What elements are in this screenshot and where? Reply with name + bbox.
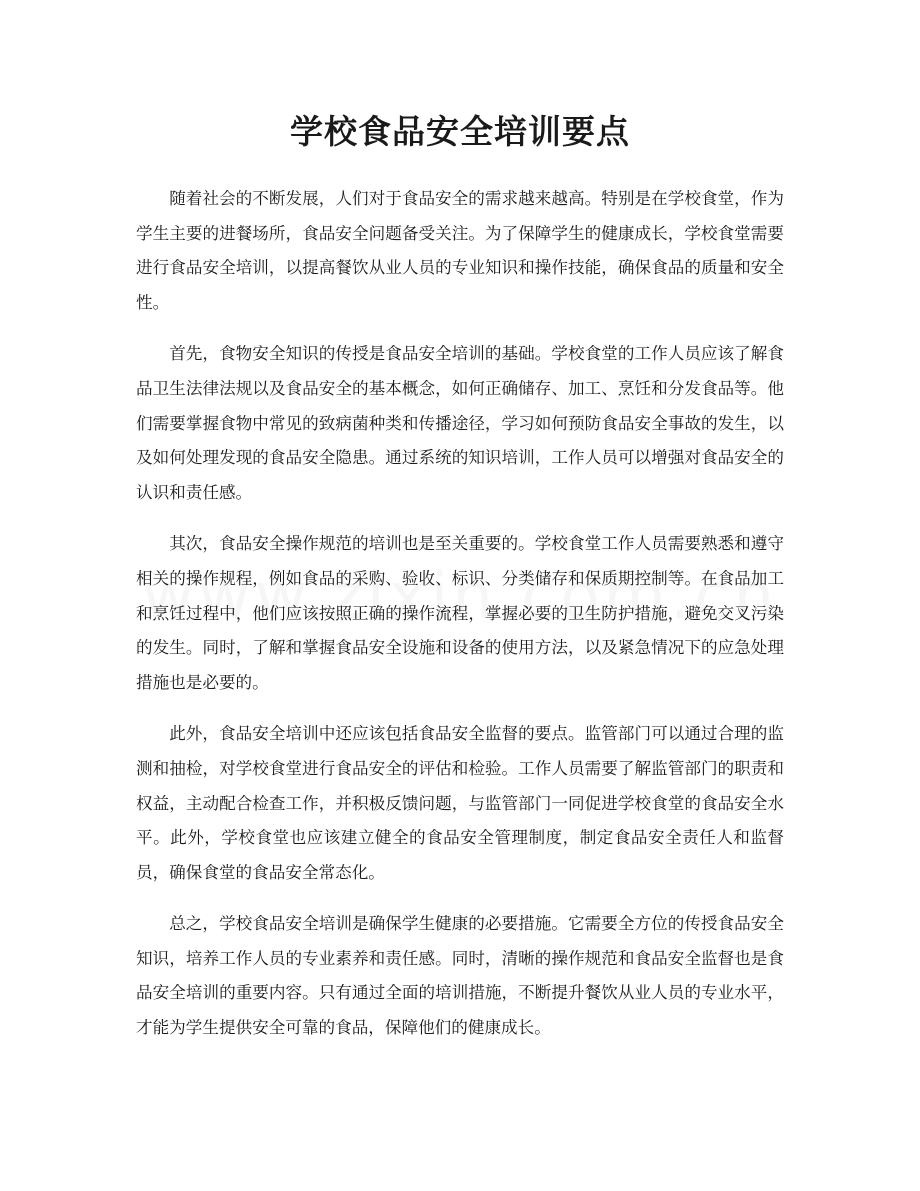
paragraph-knowledge: 首先，食物安全知识的传授是食品安全培训的基础。学校食堂的工作人员应该了解食品卫生法律法规以及食品安全的基本概念，如何正确储存、加工、烹饪和分发食品等。他们需要掌握食物中常见的致病菌种类和传播途径，学习如何预防食品安全事故的发生，以及如何处理发现的食品安全隐患。通过系统的知识培训，工作人员可以增强对食品安全的认识和责任感。 [136,344,784,502]
paragraph-intro: 随着社会的不断发展，人们对于食品安全的需求越来越高。特别是在学校食堂，作为学生主要的进餐场所，食品安全问题备受关注。为了保障学生的健康成长，学校食堂需要进行食品安全培训，以提高餐饮从业人员的专业知识和操作技能，确保食品的质量和安全性。 [136,189,784,312]
document-body [136,182,784,1063]
paragraph-conclusion: 总之，学校食品安全培训是确保学生健康的必要措施。它需要全方位的传授食品安全知识，培养工作人员的专业素养和责任感。同时，清晰的操作规范和食品安全监督也是食品安全培训的重要内容。只有通过全面的培训措施，不断提升餐饮从业人员的专业水平，才能为学生提供安全可靠的食品，保障他们的健康成长。 [136,914,784,1038]
paragraph-supervision: 此外，食品安全培训中还应该包括食品安全监督的要点。监管部门可以通过合理的监测和抽检，对学校食堂进行食品安全的评估和检验。工作人员需要了解监管部门的职责和权益，主动配合检查工作，并积极反馈问题，与监管部门一同促进学校食堂的食品安全水平。此外，学校食堂也应该建立健全的食品安全管理制度，制定食品安全责任人和监督员，确保食堂的食品安全常态化。 [136,724,784,882]
document-title: 学校食品安全培训要点 [290,112,630,151]
paragraph-operation: 其次，食品安全操作规范的培训也是至关重要的。学校食堂工作人员需要熟悉和遵守相关的操作规程，例如食品的采购、验收、标识、分类储存和保质期控制等。在食品加工和烹饪过程中，他们应该按照正确的操作流程，掌握必要的卫生防护措施，避免交叉污染的发生。同时，了解和掌握食品安全设施和设备的使用方法，以及紧急情况下的应急处理措施也是必要的。 [136,534,784,692]
